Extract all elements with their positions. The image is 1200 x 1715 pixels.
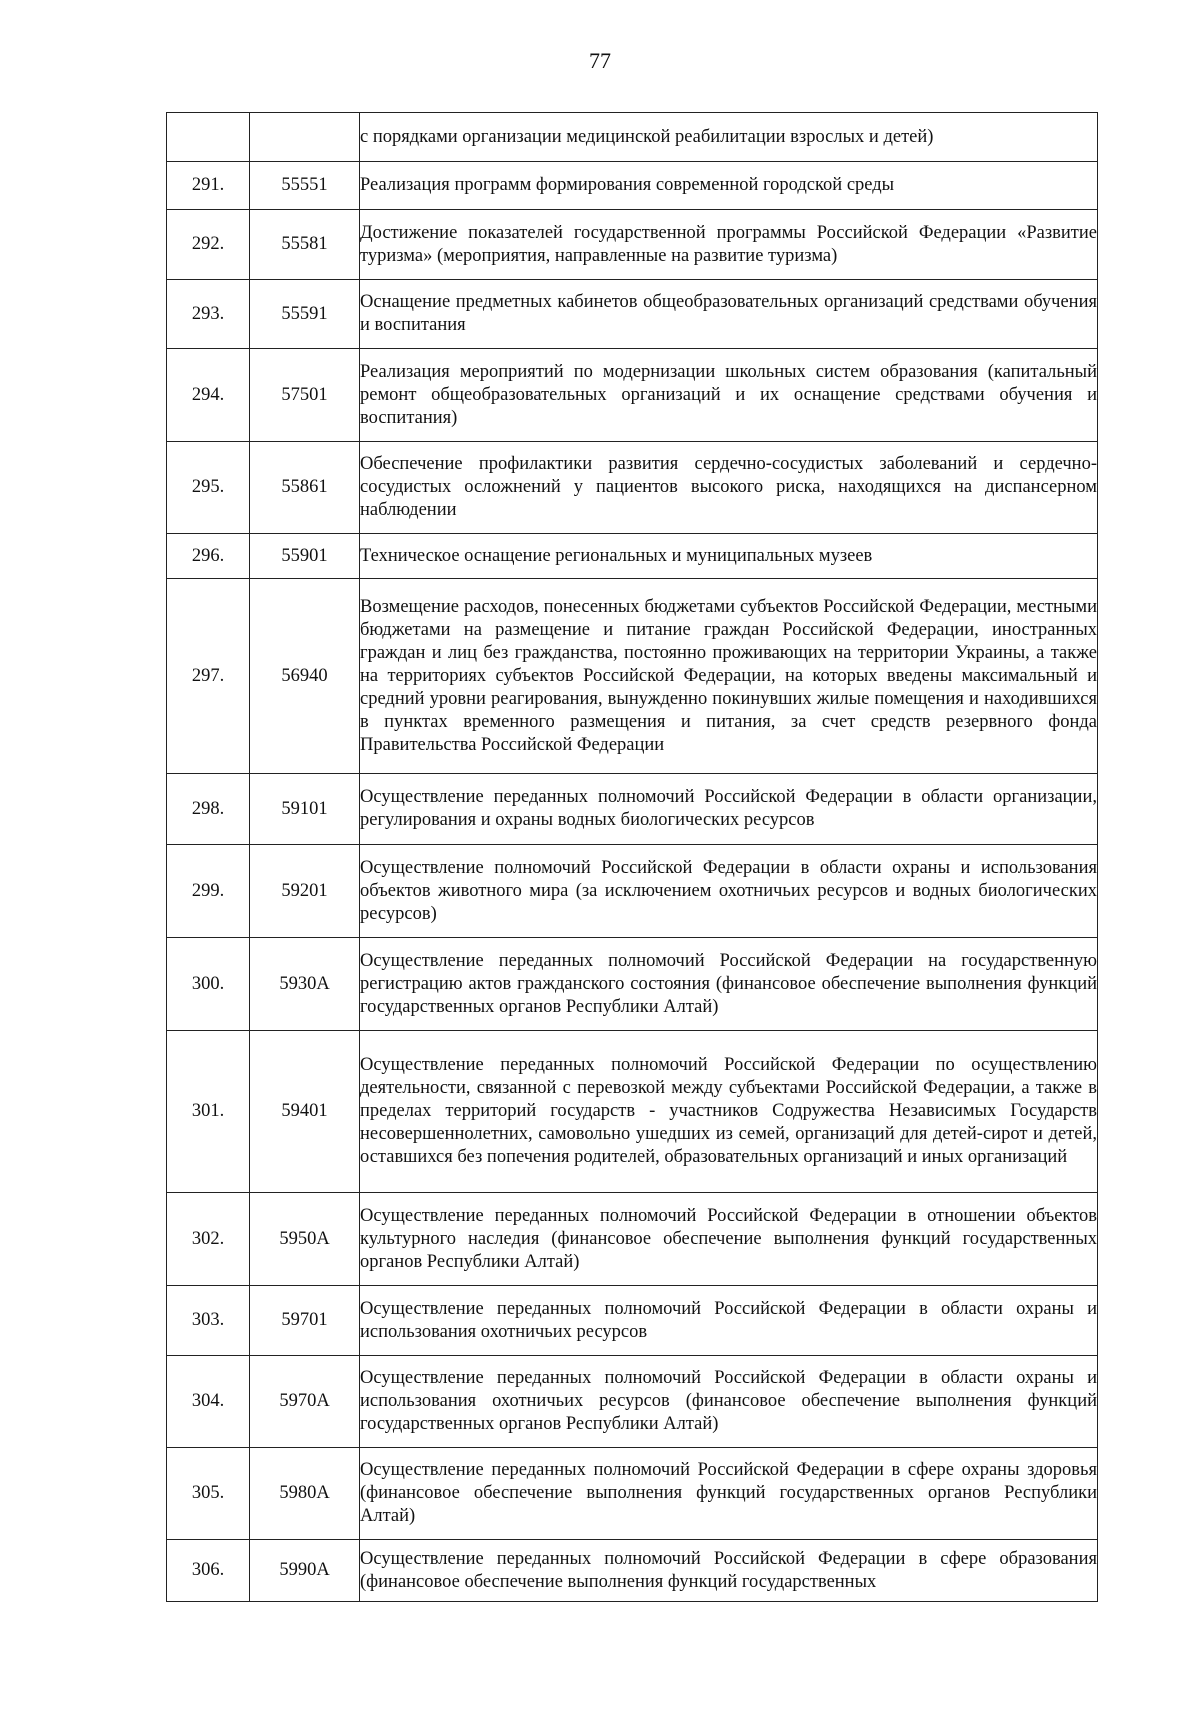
table-row bbox=[167, 938, 1098, 1031]
row-number: 292. bbox=[167, 210, 250, 280]
row-code: 59201 bbox=[250, 845, 360, 938]
row-number: 293. bbox=[167, 280, 250, 349]
row-number: 305. bbox=[167, 1448, 250, 1540]
row-code: 55591 bbox=[250, 280, 360, 349]
row-description: Осуществление переданных полномочий Российской Федерации в области охраны и использования охотничьих ресурсов bbox=[360, 1286, 1098, 1356]
table-row bbox=[167, 534, 1098, 579]
row-code: 57501 bbox=[250, 349, 360, 442]
row-description: Достижение показателей государственной программы Российской Федерации «Развитие туризма» (мероприятия, направленные на развитие туризма) bbox=[360, 210, 1098, 280]
table-row bbox=[167, 442, 1098, 534]
row-code: 55861 bbox=[250, 442, 360, 534]
row-number: 301. bbox=[167, 1031, 250, 1193]
row-code: 5930А bbox=[250, 938, 360, 1031]
row-code: 5970А bbox=[250, 1356, 360, 1448]
table-row bbox=[167, 162, 1098, 210]
row-code: 5950А bbox=[250, 1193, 360, 1286]
row-description: Осуществление переданных полномочий Российской Федерации на государственную регистрацию актов гражданского состояния (финансовое обеспечение выполнения функций государственных органов Республики Алтай) bbox=[360, 938, 1098, 1031]
budget-codes-table bbox=[166, 112, 1098, 1602]
row-code: 55581 bbox=[250, 210, 360, 280]
row-description: Осуществление переданных полномочий Российской Федерации в сфере охраны здоровья (финансовое обеспечение выполнения функций государственных органов Республики Алтай) bbox=[360, 1448, 1098, 1540]
table-row bbox=[167, 1356, 1098, 1448]
row-description: Реализация программ формирования современной городской среды bbox=[360, 162, 1098, 210]
row-number: 296. bbox=[167, 534, 250, 579]
table-row bbox=[167, 280, 1098, 349]
row-description: с порядками организации медицинской реабилитации взрослых и детей) bbox=[360, 113, 1098, 162]
table-row bbox=[167, 349, 1098, 442]
row-description: Осуществление переданных полномочий Российской Федерации в области организации, регулирования и охраны водных биологических ресурсов bbox=[360, 774, 1098, 845]
row-description: Оснащение предметных кабинетов общеобразовательных организаций средствами обучения и воспитания bbox=[360, 280, 1098, 349]
table-row bbox=[167, 845, 1098, 938]
row-code: 55551 bbox=[250, 162, 360, 210]
row-number: 294. bbox=[167, 349, 250, 442]
row-number: 297. bbox=[167, 579, 250, 774]
table-row bbox=[167, 1193, 1098, 1286]
row-description: Осуществление переданных полномочий Российской Федерации в области охраны и использования охотничьих ресурсов (финансовое обеспечение выполнения функций государственных органов Республики Алтай) bbox=[360, 1356, 1098, 1448]
row-number-cell bbox=[167, 113, 250, 162]
row-number: 304. bbox=[167, 1356, 250, 1448]
table-row-continuation bbox=[167, 113, 1098, 162]
row-description: Техническое оснащение региональных и муниципальных музеев bbox=[360, 534, 1098, 579]
row-number: 295. bbox=[167, 442, 250, 534]
row-description: Осуществление полномочий Российской Федерации в области охраны и использования объектов животного мира (за исключением охотничьих ресурсов и водных биологических ресурсов) bbox=[360, 845, 1098, 938]
table-row bbox=[167, 1031, 1098, 1193]
row-code: 59401 bbox=[250, 1031, 360, 1193]
row-code: 5990А bbox=[250, 1540, 360, 1602]
table-row bbox=[167, 1448, 1098, 1540]
row-number: 302. bbox=[167, 1193, 250, 1286]
row-description: Реализация мероприятий по модернизации школьных систем образования (капитальный ремонт общеобразовательных организаций и их оснащение средствами обучения и воспитания) bbox=[360, 349, 1098, 442]
row-description: Возмещение расходов, понесенных бюджетами субъектов Российской Федерации, местными бюджетами на размещение и питание граждан Российской Федерации, иностранных граждан и лиц без гражданства, постоянно проживающих на территории Украины, а также на территориях субъектов Российской Федерации, на которых введены максимальный и средний уровни реагирования, вынужденно покинувших жилые помещения и находившихся в пунктах временного размещения и питания, за счет средств резервного фонда Правительства Российской Федерации bbox=[360, 579, 1098, 774]
row-number: 306. bbox=[167, 1540, 250, 1602]
row-description: Обеспечение профилактики развития сердечно-сосудистых заболеваний и сердечно-сосудистых осложнений у пациентов высокого риска, находящихся на диспансерном наблюдении bbox=[360, 442, 1098, 534]
row-description: Осуществление переданных полномочий Российской Федерации по осуществлению деятельности, связанной с перевозкой между субъектами Российской Федерации, а также в пределах территорий государств - участников Содружества Независимых Государств несовершеннолетних, самовольно ушедших из семей, организаций для детей-сирот и детей, оставшихся без попечения родителей, образовательных организаций и иных организаций bbox=[360, 1031, 1098, 1193]
row-number: 300. bbox=[167, 938, 250, 1031]
row-description: Осуществление переданных полномочий Российской Федерации в сфере образования (финансовое обеспечение выполнения функций государственных bbox=[360, 1540, 1098, 1602]
row-code: 59701 bbox=[250, 1286, 360, 1356]
row-number: 303. bbox=[167, 1286, 250, 1356]
table-row bbox=[167, 1286, 1098, 1356]
table-row bbox=[167, 774, 1098, 845]
row-code-cell bbox=[250, 113, 360, 162]
row-number: 298. bbox=[167, 774, 250, 845]
row-number: 291. bbox=[167, 162, 250, 210]
row-code: 55901 bbox=[250, 534, 360, 579]
table-row bbox=[167, 579, 1098, 774]
row-code: 59101 bbox=[250, 774, 360, 845]
page-number: 77 bbox=[589, 48, 611, 73]
row-code: 5980А bbox=[250, 1448, 360, 1540]
row-description: Осуществление переданных полномочий Российской Федерации в отношении объектов культурного наследия (финансовое обеспечение выполнения функций государственных органов Республики Алтай) bbox=[360, 1193, 1098, 1286]
table-row-partial bbox=[167, 1540, 1098, 1602]
table-row bbox=[167, 210, 1098, 280]
row-code: 56940 bbox=[250, 579, 360, 774]
row-number: 299. bbox=[167, 845, 250, 938]
